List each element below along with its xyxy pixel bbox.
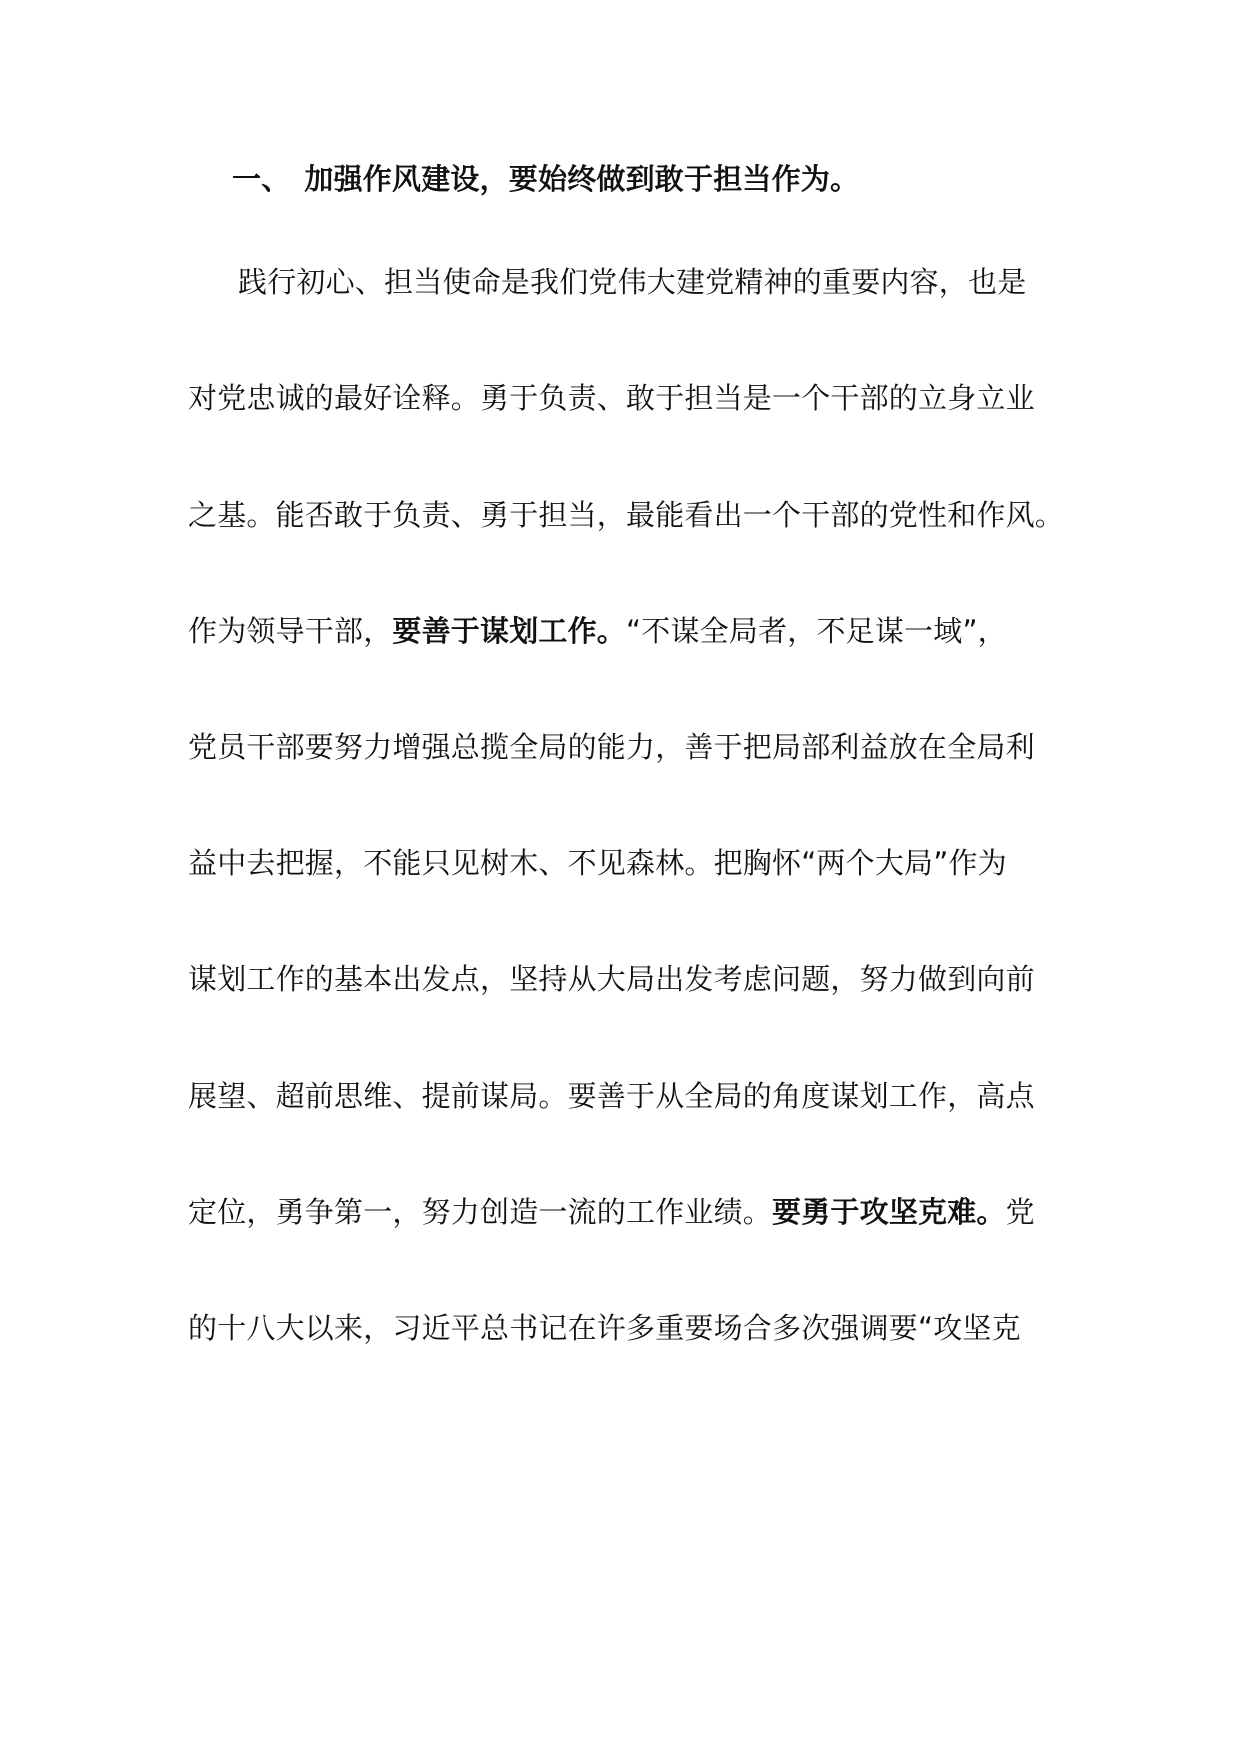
line-4-bold-phrase: 要善于谋划工作。 (392, 614, 627, 648)
paragraph-line-4 (188, 611, 1088, 651)
line-9-bold-phrase: 要勇于攻坚克难。 (772, 1195, 1006, 1229)
heading-text: 加强作风建设，要始终做到敢于担当作为。 (304, 162, 860, 196)
line-4-text-c: “不谋全局者，不足谋一域”， (626, 614, 1007, 648)
paragraph-line-1: 践行初心、担当使命是我们党伟大建党精神的重要内容，也是 (238, 265, 1027, 299)
heading-number: 一、 (232, 162, 291, 196)
paragraph-line-8: 展望、超前思维、提前谋局。要善于从全局的角度谋划工作，高点 (188, 1079, 1035, 1113)
line-9-text-a: 定位，勇争第一，努力创造一流的工作业绩。 (188, 1195, 773, 1229)
paragraph-line-2: 对党忠诚的最好诠释。勇于负责、敢于担当是一个干部的立身立业 (188, 381, 1035, 415)
line-9-text-c: 党 (1005, 1195, 1035, 1229)
paragraph-line-3: 之基。能否敢于负责、勇于担当，最能看出一个干部的党性和作风。 (188, 498, 1065, 532)
paragraph-line-6: 益中去把握，不能只见树木、不见森林。把胸怀“两个大局”作为 (188, 846, 1007, 880)
line-4-text-a: 作为领导干部， (188, 614, 393, 648)
paragraph-line-5: 党员干部要努力增强总揽全局的能力，善于把局部利益放在全局利 (188, 730, 1035, 764)
paragraph-line-10: 的十八大以来，习近平总书记在许多重要场合多次强调要“攻坚克 (188, 1311, 1021, 1345)
paragraph-line-7: 谋划工作的基本出发点，坚持从大局出发考虑问题，努力做到向前 (188, 962, 1035, 996)
section-heading (232, 159, 1132, 199)
paragraph-line-9 (188, 1192, 1088, 1232)
